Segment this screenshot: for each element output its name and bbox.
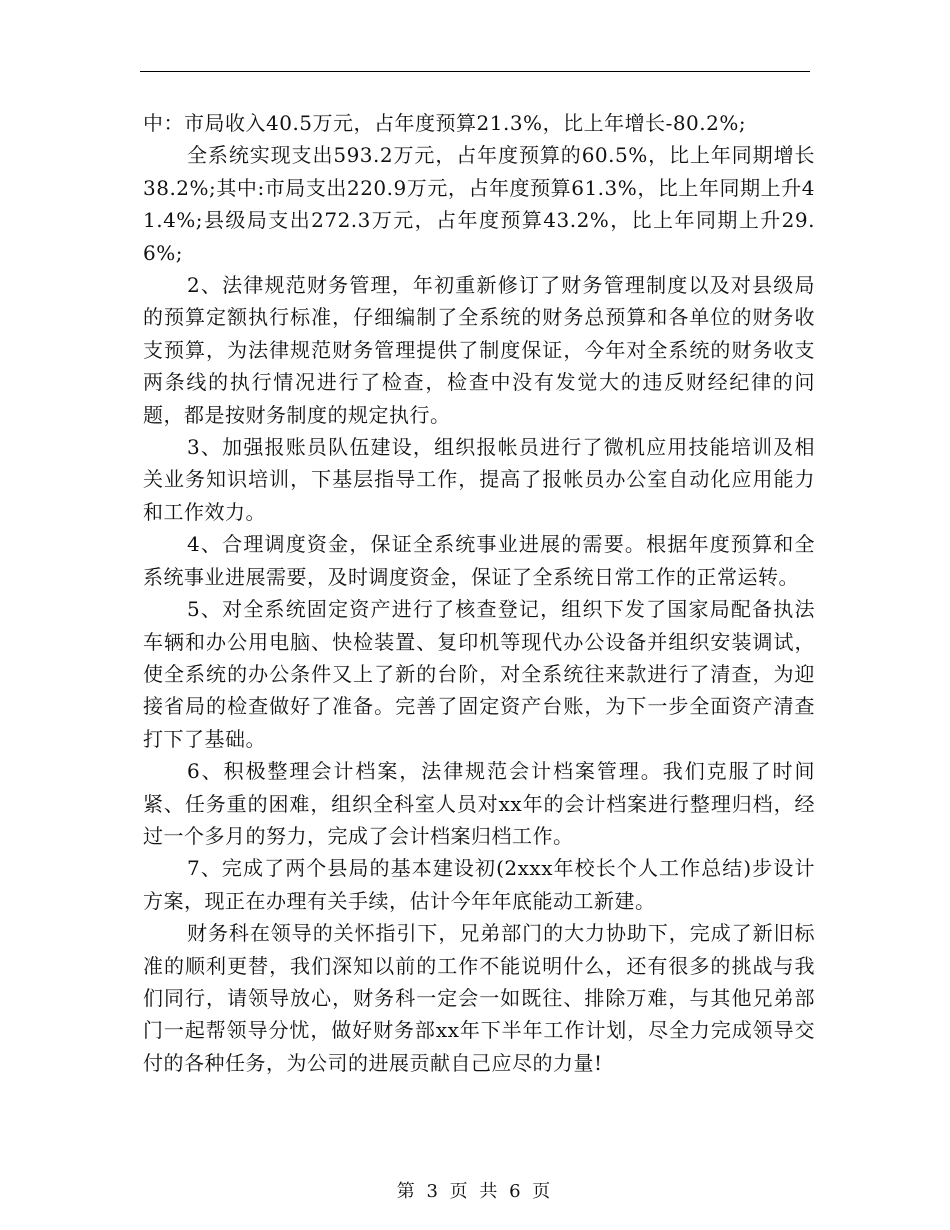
paragraph-item-3: 3、加强报账员队伍建设，组织报帐员进行了微机应用技能培训及相关业务知识培训，下基层指导工作，提高了报帐员办公室自动化应用能力和工作效力。	[143, 435, 815, 524]
paragraph-item-5: 5、对全系统固定资产进行了核查登记，组织下发了国家局配备执法车辆和办公用电脑、快检装置、复印机等现代办公设备并组织安装调试，使全系统的办公条件又上了新的台阶，对全系统往来款进行了清查，为迎接省局的检查做好了准备。完善了固定资产台账，为下一步全面资产清查打下了基础。	[143, 597, 815, 751]
page-number-footer: 第 3 页 共 6 页	[396, 1181, 554, 1202]
document-body	[143, 107, 815, 1079]
paragraph-expenditure: 全系统实现支出593.2万元，占年度预算的60.5%，比上年同期增长38.2%;其中:市局支出220.9万元，占年度预算61.3%，比上年同期上升41.4%;县级局支出272.3万元，占年度预算43.2%，比上年同期上升29.6%;	[143, 143, 815, 265]
paragraph-item-4: 4、合理调度资金，保证全系统事业进展的需要。根据年度预算和全系统事业进展需要，及时调度资金，保证了全系统日常工作的正常运转。	[143, 532, 815, 589]
paragraph-item-6: 6、积极整理会计档案，法律规范会计档案管理。我们克服了时间紧、任务重的困难，组织全科室人员对xx年的会计档案进行整理归档，经过一个多月的努力，完成了会计档案归档工作。	[143, 759, 815, 848]
paragraph-continuation: 中：市局收入40.5万元，占年度预算21.3%，比上年增长-80.2%;	[143, 111, 747, 135]
paragraph-item-2: 2、法律规范财务管理，年初重新修订了财务管理制度以及对县级局的预算定额执行标准，仔细编制了全系统的财务总预算和各单位的财务收支预算，为法律规范财务管理提供了制度保证，今年对全系统的财务收支两条线的执行情况进行了检查，检查中没有发觉大的违反财经纪律的问题，都是按财务制度的规定执行。	[143, 273, 815, 427]
paragraph-conclusion: 财务科在领导的关怀指引下，兄弟部门的大力协助下，完成了新旧标准的顺利更替，我们深知以前的工作不能说明什么，还有很多的挑战与我们同行，请领导放心，财务科一定会一如既往、排除万难，与其他兄弟部门一起帮领导分忧，做好财务部xx年下半年工作计划，尽全力完成领导交付的各种任务，为公司的进展贡献自己应尽的力量!	[143, 921, 815, 1075]
header-rule	[140, 71, 810, 72]
paragraph-item-7: 7、完成了两个县局的基本建设初(2xxx年校长个人工作总结)步设计方案，现正在办理有关手续，估计今年年底能动工新建。	[143, 856, 815, 913]
